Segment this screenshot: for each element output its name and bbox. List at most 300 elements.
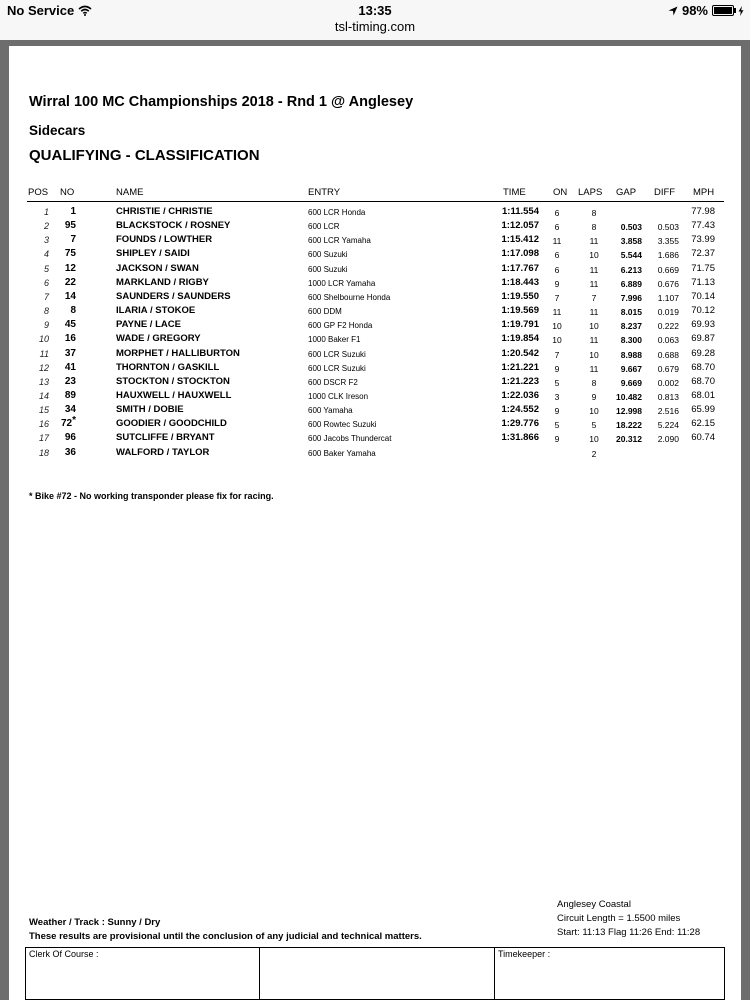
cell-laps-text: 11 (589, 236, 599, 247)
cell-time-text: 1:21.223 (501, 375, 539, 387)
table-row (9, 290, 741, 304)
cell-time-text: 1:15.412 (501, 234, 539, 246)
cell-pos-text: 14 (38, 390, 49, 401)
cell-name (116, 333, 201, 345)
col-gap: GAP (616, 187, 637, 198)
cell-gap (604, 249, 642, 261)
cell-mph (679, 362, 715, 374)
table-row (9, 247, 741, 261)
cell-mph-text: 68.01 (691, 389, 715, 401)
cell-time (479, 432, 539, 444)
cell-entry-text: 600 Rowtec Suzuki (308, 420, 377, 430)
cell-diff (644, 433, 679, 445)
cell-no-text: 23 (64, 375, 76, 387)
battery-percent: 98% (681, 3, 708, 18)
cell-no (36, 447, 76, 459)
cell-time (479, 348, 539, 360)
table-row (9, 431, 741, 445)
cell-name-text: WADE / GREGORY (116, 333, 201, 345)
cell-entry-text: 600 Yamaha (308, 406, 353, 416)
cell-time-text: 1:20.542 (501, 347, 539, 359)
cell-on-text: 10 (552, 335, 562, 346)
cell-on-text: 10 (552, 321, 562, 332)
cell-pos-text: 9 (43, 320, 49, 331)
cell-laps (579, 207, 609, 219)
cell-entry-text: 1000 LCR Yamaha (308, 278, 376, 288)
cell-pos-text: 15 (38, 405, 49, 416)
cell-mph-text: 70.12 (691, 305, 715, 317)
cell-on-text: 6 (554, 264, 560, 275)
cell-pos-text: 1 (43, 207, 49, 217)
cell-no-text: 75 (64, 248, 76, 260)
cell-time-text: 1:17.767 (501, 262, 539, 274)
cell-no-text: 16 (64, 333, 76, 345)
cell-name (116, 220, 230, 232)
cell-name (116, 277, 209, 289)
cell-no-text: 8 (70, 305, 76, 317)
timekeeper-box (494, 947, 725, 1000)
cell-name (116, 319, 181, 331)
cell-diff (644, 363, 679, 375)
cell-no (36, 362, 76, 374)
cell-time-text: 1:11.554 (502, 206, 539, 217)
table-row (9, 446, 741, 460)
cell-mph-text: 69.93 (691, 319, 715, 331)
cell-gap-text: 12.998 (616, 406, 642, 417)
col-entry: ENTRY (308, 187, 341, 198)
cell-time (479, 333, 539, 345)
cell-gap-text: 8.237 (620, 321, 642, 332)
cell-time (479, 263, 539, 275)
cell-entry-text: 600 DSCR F2 (308, 377, 358, 387)
cell-time-text: 1:18.443 (501, 276, 539, 288)
signature-box-middle (259, 947, 495, 1000)
cell-on-text: 11 (552, 236, 562, 247)
cell-no (36, 432, 76, 444)
cell-name (116, 263, 199, 275)
cell-mph-text: 69.87 (691, 333, 715, 345)
cell-pos-text: 10 (38, 334, 49, 345)
cell-diff-text: 2.090 (657, 434, 679, 445)
cell-time-text: 1:19.550 (501, 290, 539, 302)
cell-laps-text: 10 (589, 406, 599, 417)
cell-time (479, 277, 539, 289)
cell-mph (679, 333, 715, 345)
cell-gap (604, 221, 642, 233)
cell-laps-text: 11 (589, 335, 599, 346)
cell-diff-text: 0.669 (657, 264, 679, 275)
cell-name-text: SUTCLIFFE / BRYANT (116, 432, 215, 444)
cell-pos-text: 2 (43, 221, 49, 232)
cell-gap (604, 235, 642, 247)
session-times: Start: 11:13 Flag 11:26 End: 11:28 (557, 927, 701, 938)
cell-diff (644, 306, 679, 318)
cell-diff (644, 377, 679, 389)
table-row (9, 347, 741, 361)
cell-on (547, 349, 567, 361)
cell-mph (679, 291, 715, 303)
table-row (9, 304, 741, 318)
cell-time (479, 305, 539, 317)
cell-no (36, 206, 76, 218)
cell-pos-text: 4 (43, 249, 49, 260)
cell-laps-text: 5 (591, 420, 597, 431)
cell-time (479, 319, 539, 331)
cell-no-text: 14 (64, 290, 76, 302)
cell-time-text: 1:31.866 (501, 432, 539, 444)
cell-mph (679, 220, 715, 232)
class-title: Sidecars (29, 123, 86, 138)
cell-on (547, 377, 567, 389)
cell-gap-text: 8.015 (620, 307, 642, 318)
cell-entry-text: 600 Suzuki (308, 250, 348, 260)
cell-on-text: 3 (554, 391, 560, 402)
cell-time (479, 234, 539, 246)
cell-entry-text: 600 Jacobs Thundercat (308, 434, 392, 444)
cell-mph-text: 77.98 (691, 206, 715, 217)
circuit-name: Anglesey Coastal (557, 899, 631, 910)
cell-time (479, 390, 539, 402)
cell-diff (644, 320, 679, 332)
cell-pos-text: 7 (43, 291, 49, 302)
cell-diff (644, 249, 679, 261)
cell-mph (679, 319, 715, 331)
cell-name (116, 291, 231, 303)
status-bar (0, 0, 750, 40)
cell-gap (604, 320, 642, 332)
cell-gap (604, 334, 642, 346)
cell-pos-text: 13 (38, 376, 49, 387)
clerk-of-course-label: Clerk Of Course : (29, 949, 99, 959)
weather-track: Weather / Track : Sunny / Dry (29, 917, 161, 928)
cell-name-text: CHRISTIE / CHRISTIE (116, 206, 213, 217)
cell-diff-text: 0.002 (657, 377, 679, 388)
cell-no-text: 95 (64, 220, 76, 232)
cell-mph (679, 263, 715, 275)
cell-diff-text: 0.503 (657, 222, 679, 233)
cell-laps-text: 10 (589, 349, 599, 360)
cell-gap (604, 306, 642, 318)
cell-no (36, 248, 76, 260)
cell-mph-text: 70.14 (691, 290, 715, 302)
cell-entry (308, 419, 376, 431)
cell-on (547, 292, 567, 304)
cell-name-text: HAUXWELL / HAUXWELL (116, 389, 232, 401)
table-row (9, 332, 741, 346)
cell-gap (604, 363, 642, 375)
results-document (9, 46, 741, 1000)
cell-gap-text: 3.858 (620, 236, 642, 247)
cell-time-text: 1:22.036 (501, 389, 539, 401)
cell-pos-text: 12 (38, 362, 49, 373)
cell-name-text: PAYNE / LACE (116, 319, 181, 331)
cell-laps-text: 8 (591, 377, 597, 388)
cell-time-text: 1:17.098 (501, 248, 539, 260)
cell-gap (604, 377, 642, 389)
table-row (9, 417, 741, 431)
cell-mph-text: 65.99 (691, 404, 715, 416)
cell-entry (308, 320, 372, 332)
cell-time (479, 404, 539, 416)
col-name: NAME (116, 187, 144, 198)
cell-no (36, 390, 76, 402)
cell-laps-text: 8 (591, 222, 597, 233)
cell-entry-text: 1000 Baker F1 (308, 335, 361, 345)
cell-no-text: 96 (64, 432, 76, 444)
cell-entry (308, 448, 376, 460)
cell-no (36, 404, 76, 416)
cell-pos-text: 3 (43, 235, 49, 246)
cell-diff-text: 2.516 (657, 406, 679, 417)
table-row (9, 205, 741, 219)
cell-mph-text: 71.75 (691, 262, 715, 274)
cell-mph-text: 68.70 (691, 375, 715, 387)
cell-mph (679, 390, 715, 402)
table-row (9, 403, 741, 417)
cell-name-text: SMITH / DOBIE (116, 404, 184, 416)
cell-on-text: 5 (554, 377, 560, 388)
cell-pos-text: 8 (43, 306, 49, 317)
cell-diff (644, 405, 679, 417)
cell-name (116, 376, 230, 388)
cell-gap-text: 8.300 (620, 335, 642, 346)
cell-entry (308, 278, 375, 290)
cell-pos-text: 5 (43, 263, 49, 274)
cell-diff (644, 334, 679, 346)
col-diff: DIFF (654, 187, 676, 198)
cell-on (547, 433, 567, 445)
cell-gap-text: 10.482 (616, 391, 642, 402)
cell-diff-text: 0.688 (657, 349, 679, 360)
cell-gap (604, 405, 642, 417)
col-time: TIME (503, 187, 526, 198)
cell-pos-text: 6 (43, 277, 49, 288)
cell-gap-text: 18.222 (616, 420, 642, 431)
cell-name-text: GOODIER / GOODCHILD (116, 418, 227, 430)
cell-no (36, 277, 76, 289)
cell-mph (679, 432, 715, 444)
cell-diff (644, 235, 679, 247)
cell-diff-text: 5.224 (657, 420, 679, 431)
cell-laps-text: 11 (589, 307, 599, 318)
cell-entry (308, 306, 342, 318)
footnote-marker: * (72, 415, 76, 427)
battery-fill (714, 7, 732, 14)
cell-name (116, 305, 195, 317)
clerk-of-course-box (25, 947, 260, 1000)
cell-entry (308, 391, 368, 403)
cell-no (36, 415, 76, 430)
cell-time (479, 220, 539, 232)
cell-name-text: BLACKSTOCK / ROSNEY (116, 220, 231, 232)
cell-entry-text: 600 LCR Suzuki (308, 363, 366, 373)
cell-no (36, 234, 76, 246)
cell-time (479, 418, 539, 430)
cell-diff (644, 292, 679, 304)
cell-name (116, 447, 209, 459)
cell-gap-text: 20.312 (616, 434, 642, 445)
cell-no-text: 72 (60, 418, 73, 430)
cell-mph-text: 68.70 (691, 361, 715, 373)
cell-on (547, 334, 567, 346)
cell-entry (308, 264, 348, 276)
cell-mph (679, 234, 715, 246)
cell-laps-text: 7 (591, 292, 597, 303)
cell-name-text: FOUNDS / LOWTHER (116, 234, 213, 246)
cell-entry (308, 235, 371, 247)
cell-laps-text: 11 (589, 363, 599, 374)
cell-entry-text: 600 DDM (308, 307, 342, 317)
cell-name-text: STOCKTON / STOCKTON (116, 375, 230, 387)
cell-mph (679, 418, 715, 430)
cell-no (36, 348, 76, 360)
cell-on (547, 405, 567, 417)
cell-mph (679, 248, 715, 260)
cell-diff (644, 278, 679, 290)
cell-on-text: 9 (554, 278, 560, 289)
table-row (9, 389, 741, 403)
cell-no (36, 220, 76, 232)
cell-laps-text: 11 (589, 264, 599, 275)
cell-mph (679, 376, 715, 388)
cell-entry (308, 292, 390, 304)
cell-entry (308, 405, 353, 417)
cell-diff (644, 221, 679, 233)
cell-mph-text: 72.37 (691, 248, 715, 260)
cell-name (116, 404, 184, 416)
cell-on (547, 419, 567, 431)
cell-no (36, 305, 76, 317)
cell-time-text: 1:12.057 (501, 220, 539, 232)
cell-entry-text: 600 LCR Suzuki (308, 349, 366, 359)
cell-no-text: 45 (64, 319, 76, 331)
cell-no (36, 319, 76, 331)
cell-no (36, 263, 76, 275)
cell-no-text: 37 (64, 347, 76, 359)
cell-no-text: 41 (64, 361, 76, 373)
cell-no (36, 333, 76, 345)
cell-on-text: 11 (552, 307, 562, 318)
cell-mph (679, 277, 715, 289)
cell-gap (604, 391, 642, 403)
cell-on-text: 9 (554, 434, 560, 445)
cell-gap-text: 6.889 (620, 278, 642, 289)
cell-mph-text: 77.43 (691, 220, 715, 232)
cell-pos-text: 18 (38, 447, 49, 458)
cell-gap-text: 5.544 (620, 250, 642, 261)
cell-diff (644, 391, 679, 403)
cell-name (116, 348, 240, 360)
cell-entry-text: 600 LCR Honda (308, 208, 366, 217)
cell-diff-text: 1.686 (657, 250, 679, 261)
cell-laps-text: 9 (591, 391, 597, 402)
cell-on (547, 278, 567, 290)
cell-laps (579, 448, 609, 460)
cell-mph (679, 348, 715, 360)
cell-gap-text: 9.667 (620, 363, 642, 374)
cell-no-text: 89 (64, 389, 76, 401)
cell-diff-text: 0.813 (657, 391, 679, 402)
cell-name (116, 390, 231, 402)
cell-name-text: ILARIA / STOKOE (116, 305, 196, 317)
cell-mph (679, 305, 715, 317)
col-laps: LAPS (578, 187, 603, 198)
cell-time (479, 362, 539, 374)
cell-mph-text: 69.28 (691, 347, 715, 359)
cell-name-text: MARKLAND / RIGBY (116, 276, 209, 288)
clock: 13:35 (358, 3, 392, 18)
cell-on-text: 6 (554, 250, 560, 261)
timekeeper-label: Timekeeper : (498, 949, 551, 959)
status-right (668, 3, 744, 18)
cell-name (116, 432, 215, 444)
cell-name-text: WALFORD / TAYLOR (116, 446, 210, 458)
table-row (9, 276, 741, 290)
cell-time-text: 1:19.569 (501, 305, 539, 317)
cell-on (547, 391, 567, 403)
cell-on (547, 306, 567, 318)
cell-diff-text: 1.107 (657, 292, 679, 303)
cell-entry (308, 249, 348, 261)
cell-laps-text: 10 (589, 321, 599, 332)
cell-on-text: 5 (554, 420, 560, 431)
cell-on (547, 264, 567, 276)
cell-gap (604, 419, 642, 431)
cell-entry (308, 433, 391, 445)
cell-gap-text: 8.988 (620, 349, 642, 360)
cell-entry (308, 363, 366, 375)
cell-diff (644, 349, 679, 361)
table-row (9, 262, 741, 276)
cell-laps-text: 11 (589, 278, 599, 289)
cell-gap-text: 7.996 (620, 292, 642, 303)
cell-name (116, 418, 227, 430)
cell-name-text: THORNTON / GASKILL (116, 361, 220, 373)
url-bar[interactable]: tsl-timing.com (334, 19, 416, 34)
cell-entry-text: 600 GP F2 Honda (308, 321, 373, 331)
cell-no-text: 1 (70, 206, 76, 217)
cell-entry-text: 1000 CLK Ireson (308, 391, 369, 401)
cell-name-text: MORPHET / HALLIBURTON (116, 347, 240, 359)
cell-name-text: SHIPLEY / SAIDI (116, 248, 190, 260)
cell-on (547, 235, 567, 247)
cell-on-text: 9 (554, 406, 560, 417)
cell-entry (308, 377, 358, 389)
cell-laps-text: 2 (591, 448, 597, 459)
cell-no-text: 36 (64, 446, 76, 458)
cell-mph-text: 62.15 (691, 418, 715, 430)
cell-gap (604, 264, 642, 276)
carrier-label: No Service (7, 3, 75, 18)
cell-on (547, 249, 567, 261)
cell-entry (308, 221, 340, 233)
cell-entry-text: 600 LCR Yamaha (308, 236, 371, 246)
cell-name-text: JACKSON / SWAN (116, 262, 199, 274)
cell-pos-text: 17 (38, 433, 49, 444)
charging-bolt-icon (738, 6, 744, 16)
cell-mph-text: 73.99 (691, 234, 715, 246)
cell-mph (679, 206, 715, 218)
cell-diff (644, 264, 679, 276)
col-mph: MPH (693, 187, 715, 198)
table-row (9, 318, 741, 332)
cell-diff-text: 0.676 (657, 278, 679, 289)
cell-time (479, 291, 539, 303)
cell-no-text: 7 (70, 234, 76, 246)
cell-diff-text: 3.355 (657, 236, 679, 247)
cell-mph (679, 404, 715, 416)
cell-on-text: 7 (554, 349, 560, 360)
